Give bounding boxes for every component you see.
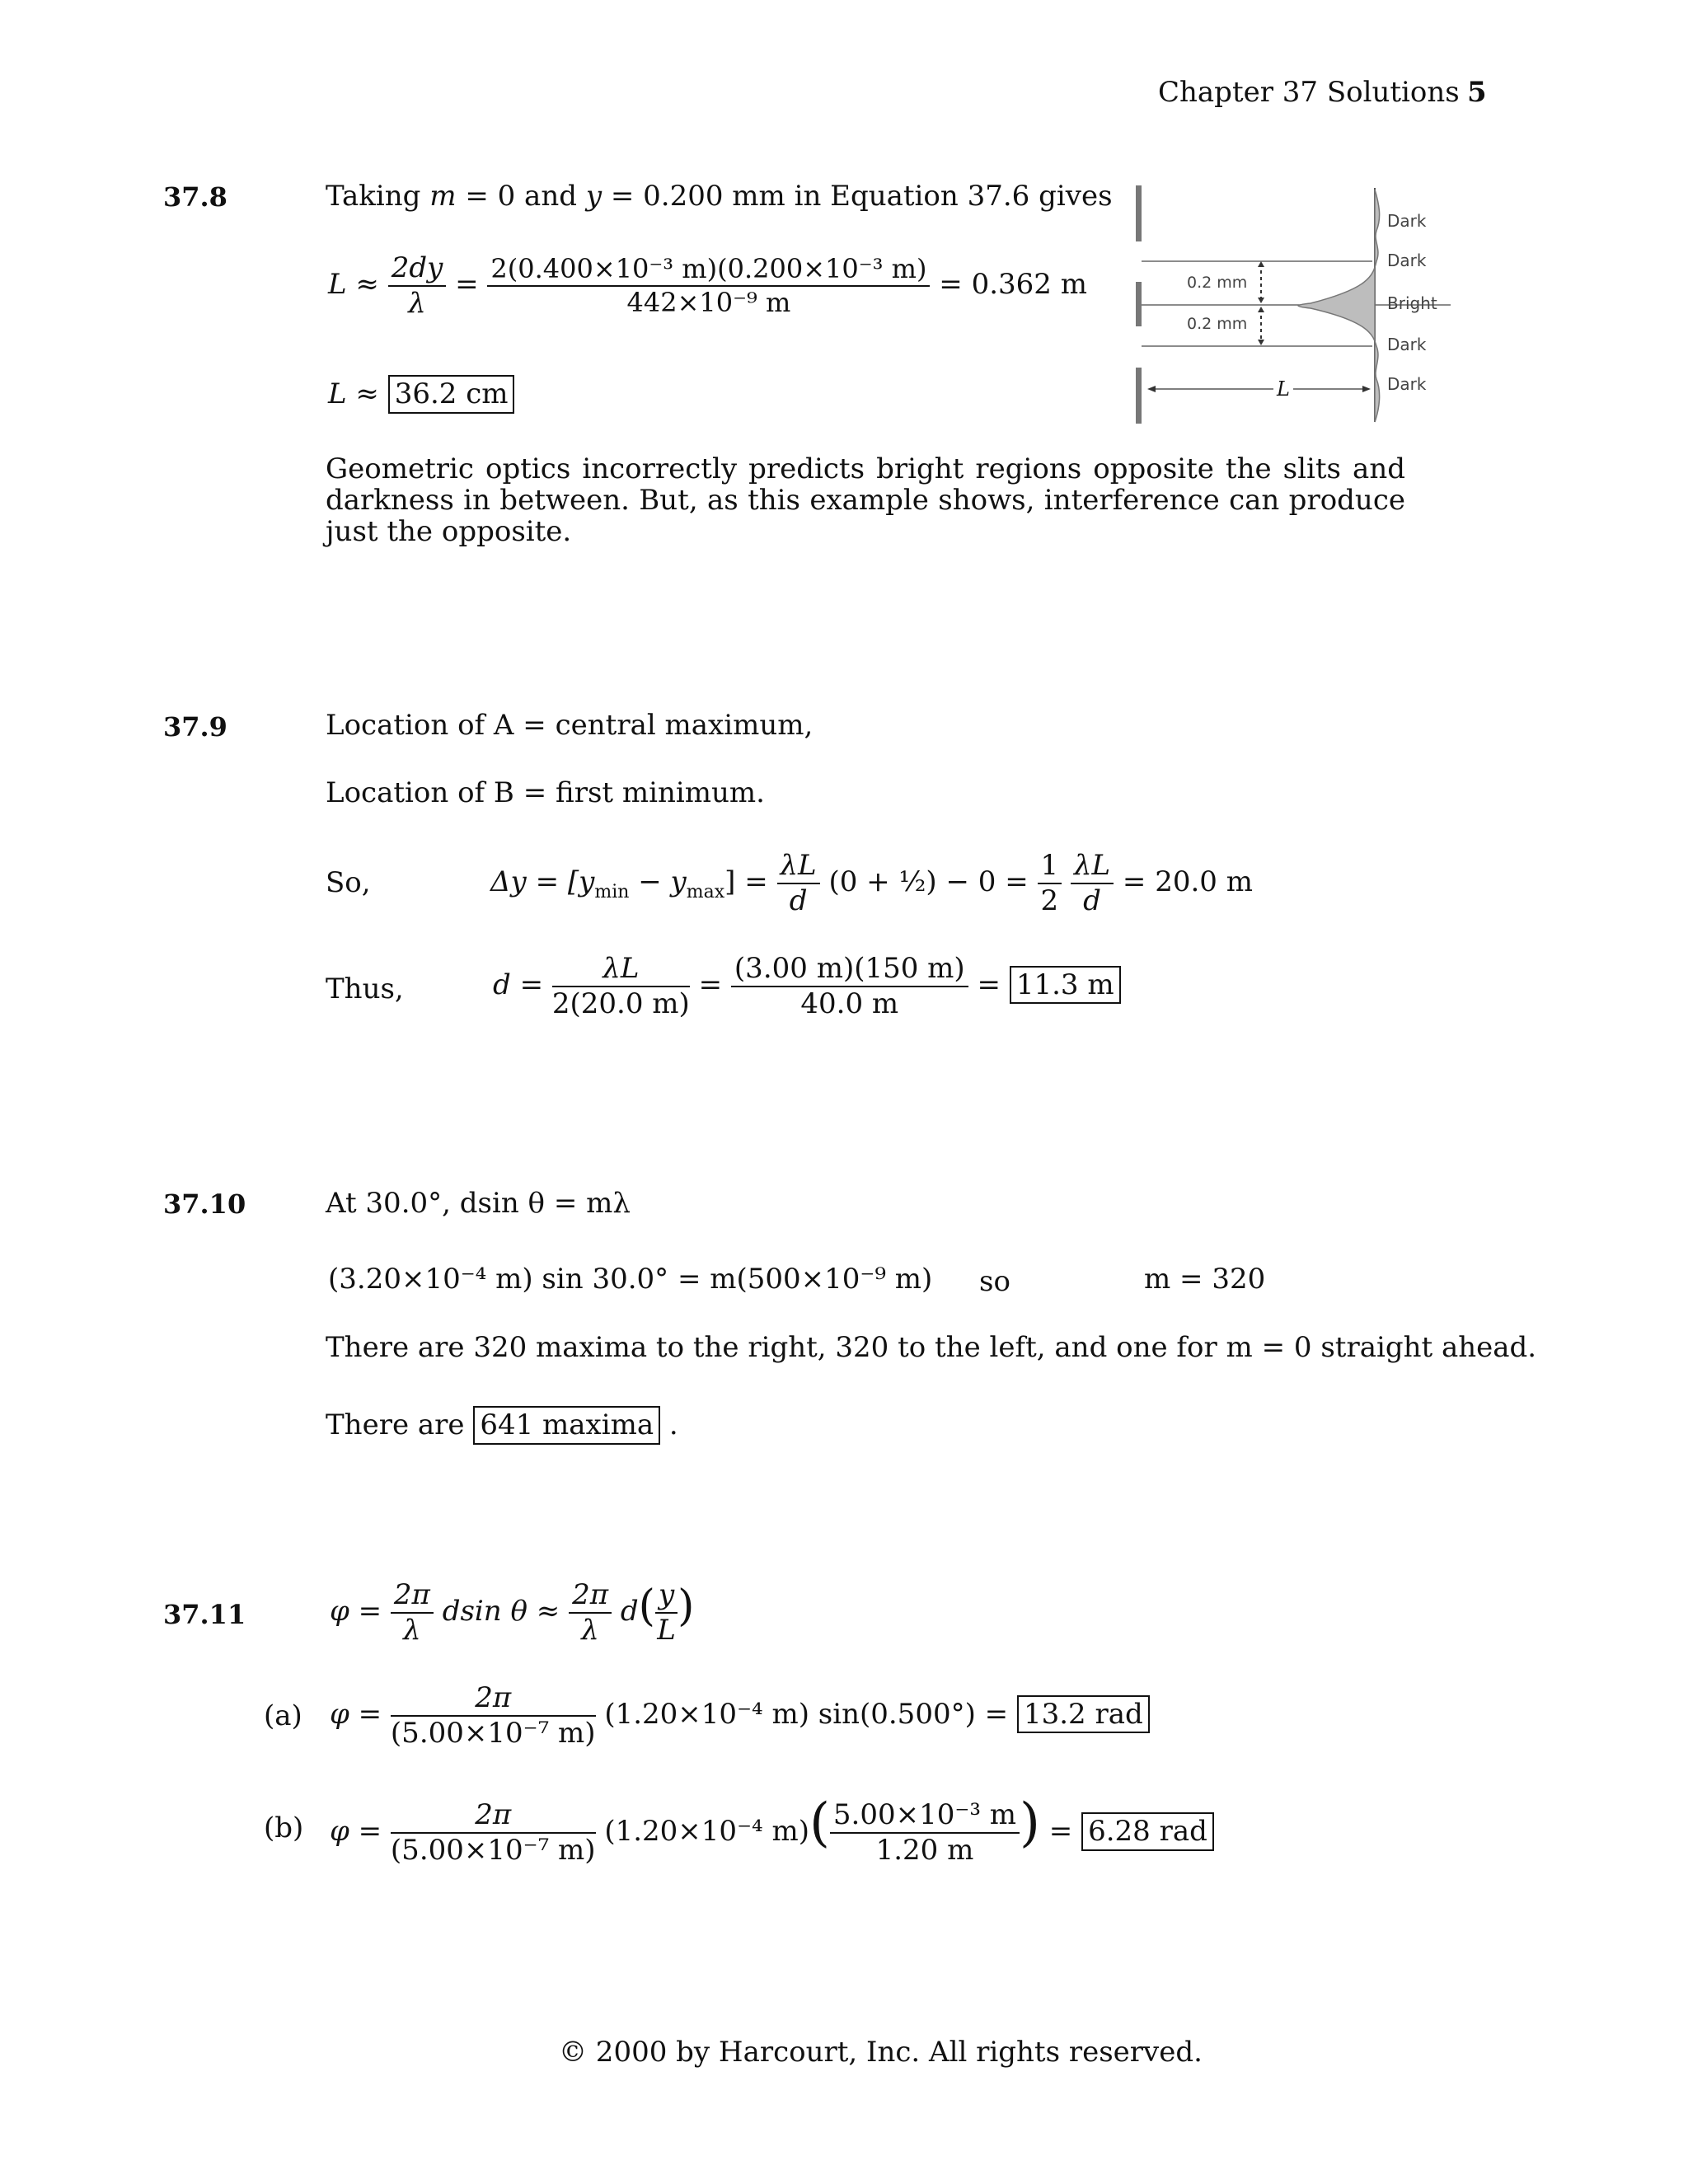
p3710-line-1: At 30.0°, dsin θ = mλ — [326, 1187, 631, 1220]
p3710-m: m = 320 — [1144, 1263, 1266, 1296]
p378-intro: Taking m = 0 and y = 0.200 mm in Equation 37.6 gives — [326, 180, 1113, 213]
chapter-title: Chapter 37 Solutions — [1158, 76, 1460, 109]
p378-paragraph: Geometric optics incorrectly predicts bright regions opposite the slits and darkness in between. But, as this example shows, interference can produce just the opposite. — [326, 452, 1405, 548]
answer-box: 11.3 m — [1010, 966, 1121, 1005]
p3710-line-4: There are 641 maxima . — [326, 1406, 678, 1445]
interference-figure — [1129, 181, 1459, 429]
p378-answer: L ≈ 36.2 cm — [328, 375, 514, 414]
p3711-part-a: φ = $\frac{2\pi}{\text{(5.00×10⁻⁷ m)}}$ (1.20×10⁻⁴ m) sin(0.500°) = 13.2 rad — [330, 1681, 1150, 1750]
p378-equation-1: L ≈ $\frac{2dy}{\lambda}$ = $\frac{\text{2(0.400×10⁻³ m)(0.200×10⁻³ m)}}{\text{442×10⁻⁹ m}}$ = 0.362 m — [328, 251, 1087, 320]
answer-box: 641 maxima — [473, 1406, 660, 1445]
p379-line-1: Location of A = central maximum, — [326, 709, 814, 742]
answer-box: 13.2 rad — [1017, 1695, 1150, 1734]
figure-L-label: L — [1273, 377, 1293, 401]
p3710-so: so — [979, 1265, 1010, 1298]
problem-number-37-10: 37.10 — [163, 1188, 246, 1220]
p3711-part-a-label: (a) — [264, 1699, 302, 1732]
p3710-line-2: (3.20×10⁻⁴ m) sin 30.0° = m(500×10⁻⁹ m) — [328, 1263, 933, 1296]
p3711-part-b-label: (b) — [264, 1811, 304, 1844]
barrier-mid — [1136, 282, 1142, 326]
fraction-numeric: $\frac{\text{2(0.400×10⁻³ m)(0.200×10⁻³ m)}}{\text{442×10⁻⁹ m}}$ — [487, 253, 930, 318]
problem-number-37-11: 37.11 — [163, 1599, 246, 1630]
figure-label-dark-3: Dark — [1387, 335, 1427, 354]
figure-dim-2: 0.2 mm — [1187, 315, 1248, 333]
p3711-part-b: φ = $\frac{2\pi}{\text{(5.00×10⁻⁷ m)}}$ (1.20×10⁻⁴ m)( $\frac{\text{5.00×10⁻³ m}}{1.20 m}$ ) = 6.28 rad — [330, 1793, 1214, 1868]
p379-equation-2: d = $\frac{\lambda L}{2(20.0 m)}$ = $\frac{(3.00 m)(150 m)}{40.0 m}$ = 11.3 m — [493, 952, 1121, 1021]
p379-so: So, — [326, 866, 371, 899]
barrier-top — [1136, 185, 1142, 241]
p3711-equation: φ = $\frac{2\pi}{\lambda}$ dsin θ ≈ $\frac{2\pi}{\lambda}$ d( $\frac{y}{L}$ ) — [330, 1578, 695, 1647]
figure-dim-1: 0.2 mm — [1187, 274, 1248, 292]
answer-box: 6.28 rad — [1081, 1812, 1214, 1851]
p3710-line-3: There are 320 maxima to the right, 320 to the left, and one for m = 0 straight ahead. — [326, 1331, 1537, 1364]
p379-thus: Thus, — [326, 972, 404, 1005]
page-number: 5 — [1467, 76, 1487, 109]
figure-label-dark-1: Dark — [1387, 211, 1427, 231]
answer-box: 36.2 cm — [388, 375, 515, 414]
figure-label-bright: Bright — [1387, 293, 1437, 313]
barrier-bottom — [1136, 368, 1142, 424]
p379-line-2: Location of B = first minimum. — [326, 776, 765, 809]
problem-number-37-8: 37.8 — [163, 181, 227, 213]
running-header — [1158, 76, 1460, 109]
copyright-footer: © 2000 by Harcourt, Inc. All rights reserved. — [559, 2036, 1203, 2069]
figure-label-dark-2: Dark — [1387, 251, 1427, 270]
figure-label-dark-4: Dark — [1387, 374, 1427, 394]
problem-number-37-9: 37.9 — [163, 711, 227, 743]
p379-equation-1: $\Delta y = [y_{min} - y_{max}]$ = $\frac{\lambda L}{d}$ (0 + ½) − 0 = $\frac{1}{2}$ $\frac{\lambda L}{d}$ = 20.0 m — [490, 849, 1253, 917]
fraction-2dy-lambda: $\frac{2dy}{\lambda}$ — [388, 251, 447, 321]
